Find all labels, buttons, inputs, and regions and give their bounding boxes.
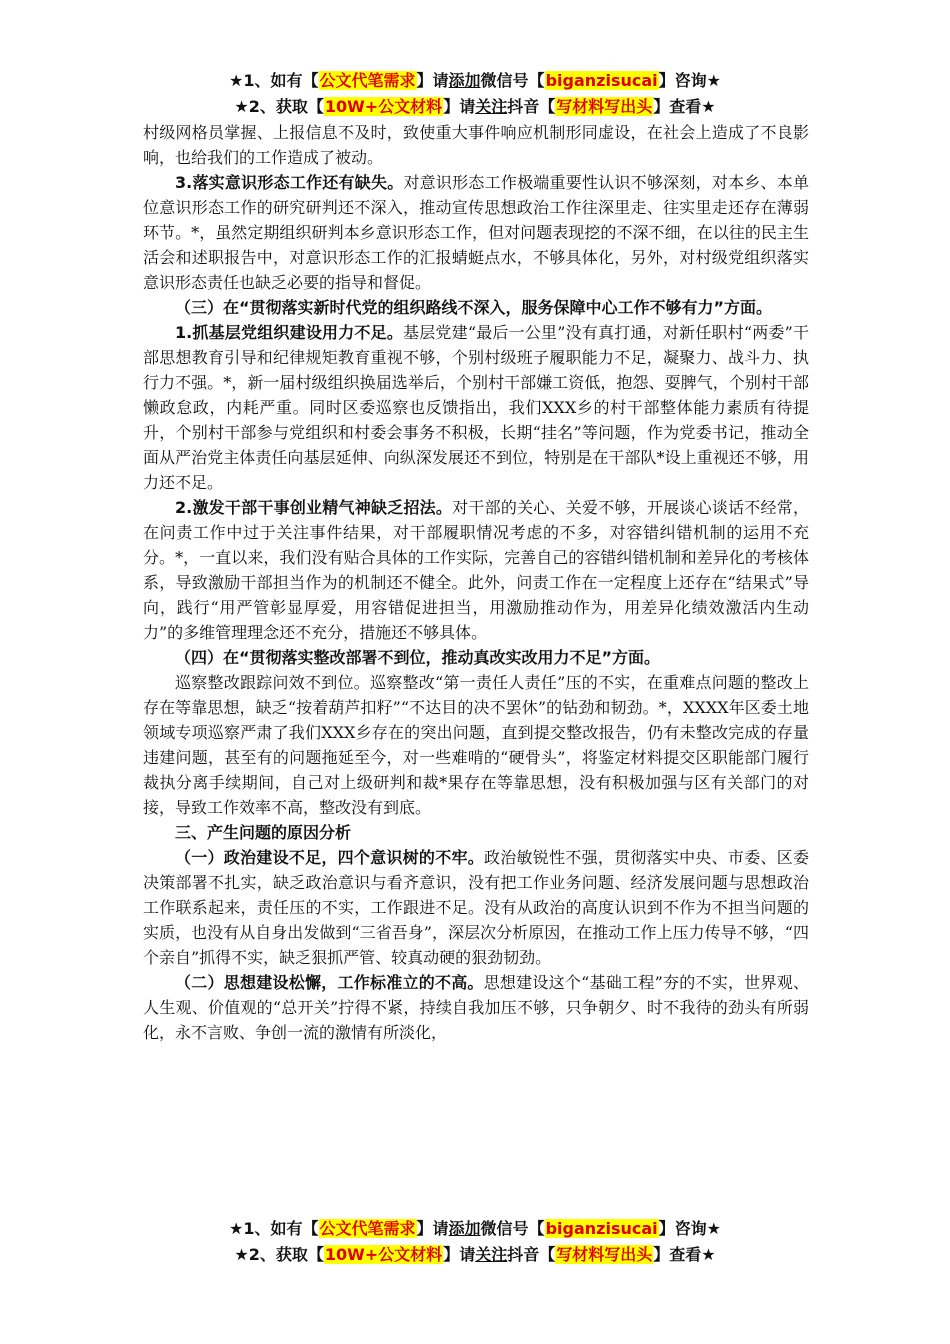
wechat-id: biganzisucai: [545, 71, 658, 90]
paragraph-text: 思想建设这个“基础工程”夯的不实，世界观、人生观、价值观的“总开关”拧得不紧，持续自我加压不够，只争朝夕、时不我待的劲头有所弱化，永不言败、争创一流的激情有所淡化，: [143, 973, 809, 1042]
paragraph-text: 对干部的关心、关爱不够，开展谈心谈话不经常，在问责工作中过于关注事件结果，对干部履职情况考虑的不多，对容错纠错机制的运用不充分。*，一直以来，我们没有贴合具体的工作实际，完善自己的容错纠错机制和差异化的考核体系，导致激励干部担当作为的机制还不健全。此外，问责工作在一定程度上还存在“结果式”导向，践行“用严管彰显厚爱，用容错促进担当，用激励推动作为，用差异化绩效激活内生动力”的多维管理理念还不充分，措施还不够具体。: [143, 498, 809, 642]
footer-text: ★1、如有【: [229, 1219, 319, 1238]
section-heading-text: （三）在“贯彻落实新时代党的组织路线不深入，服务保障中心工作不够有力”方面。: [175, 298, 773, 317]
header-text: 】请: [416, 71, 449, 90]
document-body: [143, 120, 809, 1045]
paragraph-heading: （二）思想建设松懈，工作标准立的不高。: [175, 973, 484, 992]
header-text: 】查看★: [653, 97, 716, 116]
header-text: 】请: [443, 97, 476, 116]
footer-text: 】请: [443, 1245, 476, 1264]
header-text: 抖音【: [507, 97, 556, 116]
header-text: ★2、获取【: [234, 97, 324, 116]
footer-text: 】请: [416, 1219, 449, 1238]
footer-text: 】查看★: [653, 1245, 716, 1264]
footer-text: 添加: [448, 1219, 481, 1238]
paragraph: [143, 845, 809, 970]
paragraph: [143, 970, 809, 1045]
paragraph-heading: 2.激发干部干事创业精气神缺乏招法。: [175, 498, 453, 517]
section-heading: [143, 295, 809, 320]
footer-ad-line-1: [0, 1216, 950, 1242]
footer-text: ★2、获取【: [234, 1245, 324, 1264]
paragraph: [143, 495, 809, 645]
chapter-heading-text: 三、产生问题的原因分析: [175, 823, 352, 842]
paragraph-text: 对意识形态工作极端重要性认识不够深刻，对本乡、本单位意识形态工作的研究研判还不深入，推动宣传思想政治工作往深里走、往实里走还存在薄弱环节。*，虽然定期组织研判本乡意识形态工作，但对问题表现挖的不深不细，在以往的民主生活会和述职报告中，对意识形态工作的汇报蜻蜓点水，不够具体化，另外，对村级党组织落实意识形态责任也缺乏必要的指导和督促。: [143, 173, 809, 292]
highlight-text: 公文代笔需求: [319, 71, 416, 90]
paragraph: 巡察整改跟踪问效不到位。巡察整改“第一责任人责任”压的不实，在重难点问题的整改上存在等靠思想，缺乏“按着葫芦扣籽”“不达目的决不罢休”的钻劲和韧劲。*，XXXX年区委土地领域专项巡察严肃了我们XXX乡存在的突出问题，直到提交整改报告，仍有未整改完成的存量违建问题，甚至有的问题拖延至今，对一些难啃的“硬骨头”，将鉴定材料提交区职能部门履行裁执分离手续期间，自己对上级研判和裁*果存在等靠思想，没有积极加强与区有关部门的对接，导致工作效率不高，整改没有到底。: [143, 673, 809, 817]
footer-text: 】咨询★: [658, 1219, 721, 1238]
wechat-id: biganzisucai: [545, 1219, 658, 1238]
header-text: 添加: [448, 71, 481, 90]
header-ad-line-1: [0, 68, 950, 94]
paragraph-text: 政治敏锐性不强，贯彻落实中央、市委、区委决策部署不扎实，缺乏政治意识与看齐意识，没有把工作业务问题、经济发展问题与思想政治工作联系起来，责任压的不实，工作跟进不足。没有从政治的高度认识到不作为不担当问题的实质，也没有从自身出发做到“三省吾身”，深层次分析原因，在推动工作上压力传导不够，“四个亲自”抓得不实，缺乏狠抓严管、较真动硬的狠劲韧劲。: [143, 848, 809, 967]
header-text: 】咨询★: [658, 71, 721, 90]
paragraph-heading: 3.落实意识形态工作还有缺失。: [175, 173, 404, 192]
paragraph-text: 基层党建“最后一公里”没有真打通，对新任职村“两委”干部思想教育引导和纪律规矩教育重视不够，个别村级班子履职能力不足，凝聚力、战斗力、执行力不强。*，新一届村级组织换届选举后，个别村干部嫌工资低，抱怨、耍脾气，个别村干部懒政怠政，内耗严重。同时区委巡察也反馈指出，我们XXX乡的村干部整体能力素质有待提升，个别村干部参与党组织和村委会事务不积极，长期“挂名”等问题，作为党委书记，推动全面从严治党主体责任向基层延伸、向纵深发展还不到位，特别是在干部队*设上重视还不够，用力还不足。: [143, 323, 809, 492]
footer-ad-line-2: [0, 1242, 950, 1268]
paragraph: [143, 320, 809, 495]
douyin-id: 写材料写出头: [556, 1245, 653, 1264]
section-heading: [143, 645, 809, 670]
footer-text: 关注: [475, 1245, 508, 1264]
footer-text: 微信号【: [480, 1219, 545, 1238]
paragraph: 村级网格员掌握、上报信息不及时，致使重大事件响应机制形同虚设，在社会上造成了不良影响，也给我们的工作造成了被动。: [143, 123, 809, 167]
section-heading-text: （四）在“贯彻落实整改部署不到位，推动真改实改用力不足”方面。: [175, 648, 661, 667]
highlight-text: 公文代笔需求: [319, 1219, 416, 1238]
header-text: 微信号【: [480, 71, 545, 90]
paragraph-heading: （一）政治建设不足，四个意识树的不牢。: [175, 848, 484, 867]
header-text: 关注: [475, 97, 508, 116]
highlight-text: 10W+公文材料: [324, 97, 443, 116]
highlight-text: 10W+公文材料: [324, 1245, 443, 1264]
paragraph: [143, 170, 809, 295]
douyin-id: 写材料写出头: [556, 97, 653, 116]
footer-text: 抖音【: [507, 1245, 556, 1264]
chapter-heading: [143, 820, 809, 845]
header-ad-line-2: [0, 94, 950, 120]
paragraph-heading: 1.抓基层党组织建设用力不足。: [175, 323, 404, 342]
header-text: ★1、如有【: [229, 71, 319, 90]
